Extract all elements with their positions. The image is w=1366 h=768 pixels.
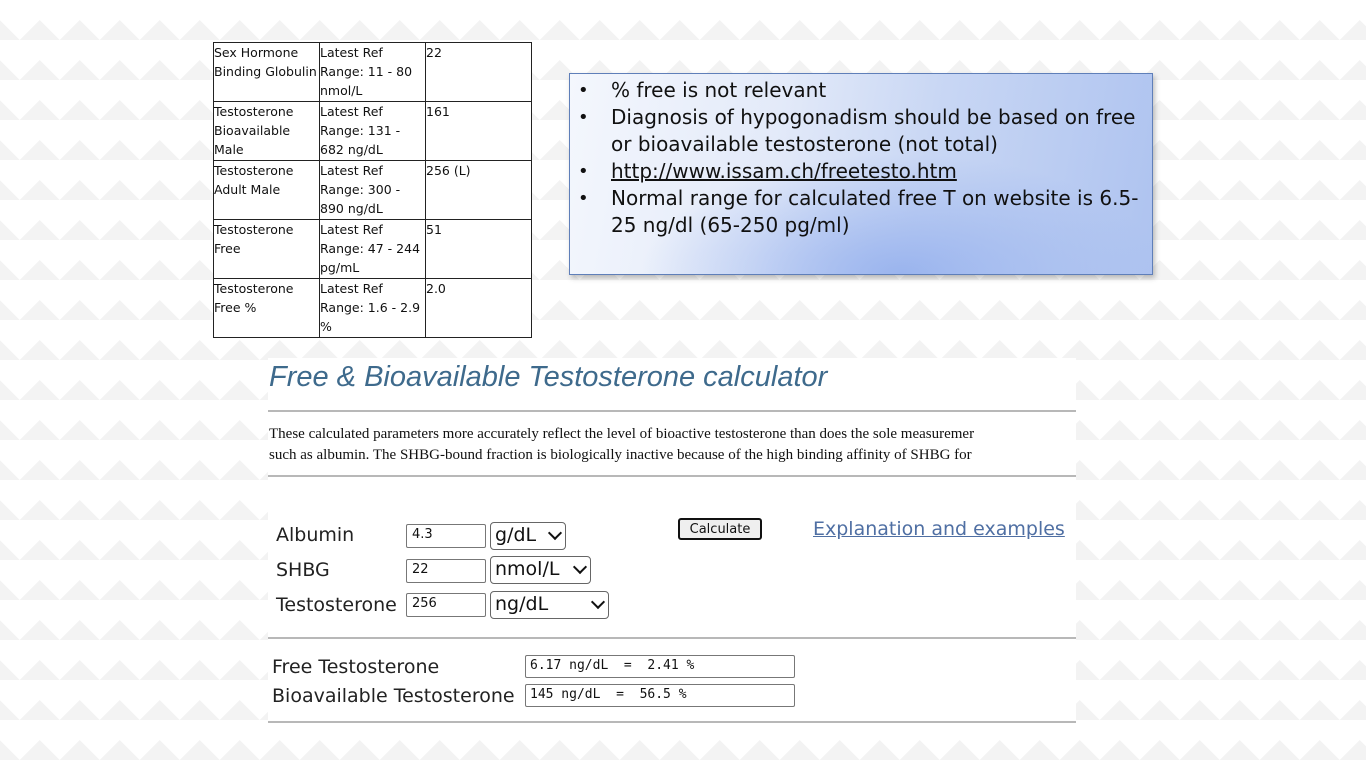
divider	[268, 721, 1076, 723]
table-row	[214, 220, 532, 279]
list-item	[578, 158, 1142, 185]
description-line: These calculated parameters more accurately reflect the level of bioactive testosterone than does the sole measuremer	[269, 426, 975, 442]
table-row	[214, 161, 532, 220]
divider	[268, 637, 1076, 639]
list-item	[578, 104, 1142, 158]
bioavailable-testosterone-label: Bioavailable Testosterone	[272, 685, 515, 707]
test-name-cell: Testosterone Free %	[214, 279, 320, 338]
test-name-cell: Testosterone Adult Male	[214, 161, 320, 220]
divider	[268, 410, 1076, 412]
shbg-unit-select[interactable]	[490, 556, 591, 584]
list-item	[578, 185, 1142, 239]
testosterone-unit-select[interactable]	[490, 591, 609, 619]
list-item	[578, 77, 1142, 104]
notes-callout	[569, 73, 1153, 275]
chevron-down-icon	[548, 526, 562, 540]
value-cell: 161	[426, 102, 532, 161]
divider	[268, 475, 1076, 477]
selected-unit: g/dL	[495, 524, 537, 546]
note-text: Diagnosis of hypogonadism should be based on free or bioavailable testosterone (not total)	[611, 105, 1136, 156]
ref-range-cell: Latest Ref Range: 1.6 - 2.9 %	[320, 279, 426, 338]
reference-link[interactable]: http://www.issam.ch/freetesto.htm	[611, 159, 957, 183]
table-row	[214, 279, 532, 338]
note-text: Normal range for calculated free T on website is 6.5-25 ng/dl (65-250 pg/ml)	[611, 186, 1139, 237]
lab-results-table	[213, 42, 532, 338]
table-row	[214, 43, 532, 102]
free-testosterone-label: Free Testosterone	[272, 656, 440, 678]
calculator-panel	[268, 358, 1076, 730]
bioavailable-testosterone-result: 145 ng/dL = 56.5 %	[525, 684, 795, 707]
free-testosterone-result: 6.17 ng/dL = 2.41 %	[525, 655, 795, 678]
test-name-cell: Sex Hormone Binding Globulin	[214, 43, 320, 102]
testosterone-label: Testosterone	[276, 594, 397, 616]
bullet-icon: •	[578, 107, 589, 128]
value-cell: 51	[426, 220, 532, 279]
ref-range-cell: Latest Ref Range: 131 - 682 ng/dL	[320, 102, 426, 161]
value-cell: 2.0	[426, 279, 532, 338]
selected-unit: ng/dL	[495, 593, 549, 615]
calculator-description	[269, 424, 1076, 466]
bullet-icon: •	[578, 188, 589, 209]
value-cell: 256 (L)	[426, 161, 532, 220]
bullet-icon: •	[578, 80, 589, 101]
ref-range-cell: Latest Ref Range: 11 - 80 nmol/L	[320, 43, 426, 102]
test-name-cell: Testosterone Free	[214, 220, 320, 279]
shbg-label: SHBG	[276, 559, 330, 581]
table-row	[214, 102, 532, 161]
selected-unit: nmol/L	[495, 558, 560, 580]
shbg-input[interactable]: 22	[406, 559, 486, 583]
ref-range-cell: Latest Ref Range: 47 - 244 pg/mL	[320, 220, 426, 279]
albumin-unit-select[interactable]	[490, 522, 566, 550]
explanation-link[interactable]: Explanation and examples	[813, 518, 1065, 540]
calculate-button[interactable]: Calculate	[678, 518, 762, 540]
ref-range-cell: Latest Ref Range: 300 - 890 ng/dL	[320, 161, 426, 220]
testosterone-input[interactable]: 256	[406, 593, 486, 617]
albumin-label: Albumin	[276, 524, 355, 546]
description-line: such as albumin. The SHBG-bound fraction is biologically inactive because of the high binding affinity of SHBG for	[269, 447, 972, 463]
chevron-down-icon	[591, 595, 605, 609]
notes-list	[570, 74, 1152, 239]
test-name-cell: Testosterone Bioavailable Male	[214, 102, 320, 161]
chevron-down-icon	[573, 560, 587, 574]
value-cell: 22	[426, 43, 532, 102]
bullet-icon: •	[578, 161, 589, 182]
note-text: % free is not relevant	[611, 78, 827, 102]
albumin-input[interactable]: 4.3	[406, 524, 486, 548]
page-title: Free & Bioavailable Testosterone calculator	[269, 361, 828, 393]
